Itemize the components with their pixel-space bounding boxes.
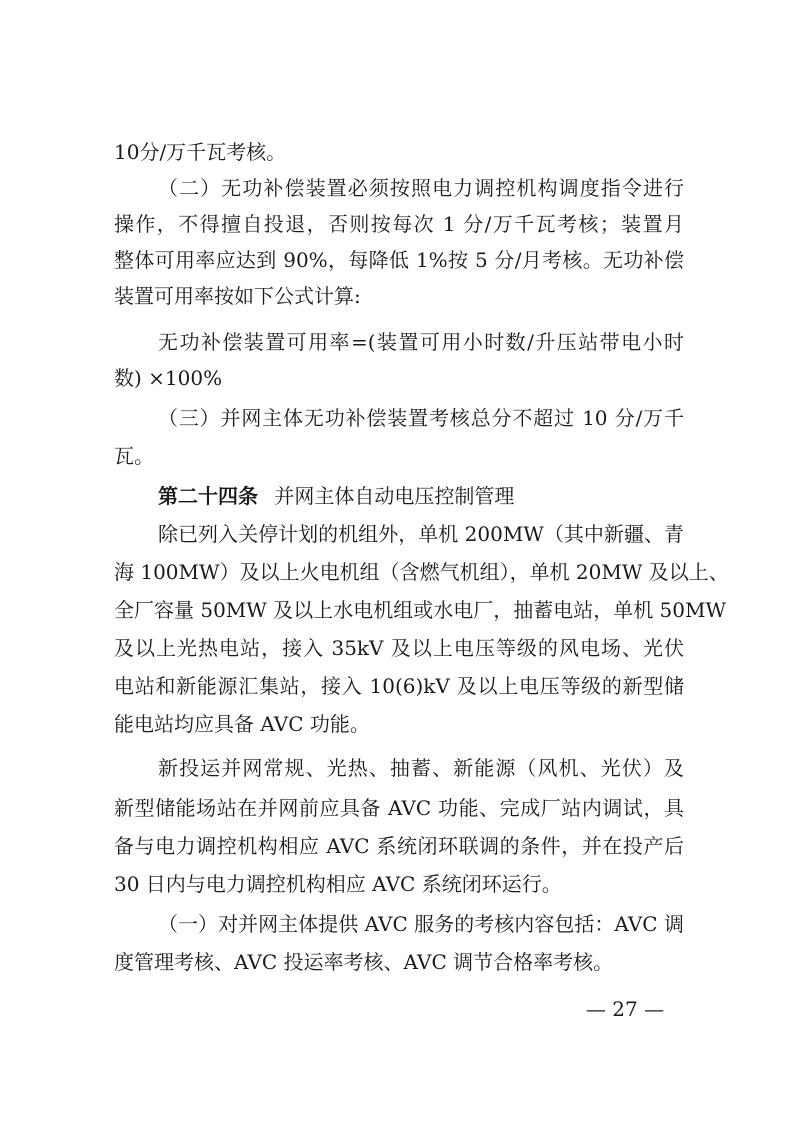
text-line: 瓦。 bbox=[114, 444, 154, 468]
text-line: 全厂容量 50MW 及以上水电机组或水电厂，抽蓄电站，单机 50MW bbox=[114, 598, 727, 622]
text-line: 度管理考核、AVC 投运率考核、AVC 调节合格率考核。 bbox=[114, 950, 614, 974]
text-line: （三）并网主体无功补偿装置考核总分不超过 10 分/万千 bbox=[158, 406, 684, 430]
text-line: 及以上光热电站，接入 35kV 及以上电压等级的风电场、光伏 bbox=[114, 636, 684, 660]
article-title: 并网主体自动电压控制管理 bbox=[274, 484, 515, 508]
text-line: 能电站均应具备 AVC 功能。 bbox=[114, 712, 370, 736]
text-line: 数) ×100% bbox=[114, 366, 223, 390]
article-number: 第二十四条 bbox=[158, 484, 258, 508]
text-line: 电站和新能源汇集站，接入 10(6)kV 及以上电压等级的新型储 bbox=[114, 674, 684, 698]
text-line: 10分/万千瓦考核。 bbox=[114, 140, 287, 164]
text-line: 操作，不得擅自投退，否则按每次 1 分/万千瓦考核；装置月 bbox=[114, 212, 684, 236]
text-line: 海 100MW）及以上火电机组（含燃气机组），单机 20MW 及以上、 bbox=[114, 560, 729, 584]
text-line: 新投运并网常规、光热、抽蓄、新能源（风机、光伏）及 bbox=[158, 756, 684, 780]
text-line: （一）对并网主体提供 AVC 服务的考核内容包括：AVC 调 bbox=[158, 912, 684, 936]
text-line: 无功补偿装置可用率=(装置可用小时数/升压站带电小时 bbox=[158, 330, 684, 354]
text-line: 除已列入关停计划的机组外，单机 200MW（其中新疆、青 bbox=[158, 522, 684, 546]
text-line: 新型储能场站在并网前应具备 AVC 功能、完成厂站内调试，具 bbox=[114, 796, 684, 820]
article-heading-line bbox=[158, 482, 684, 510]
text-line: 装置可用率按如下公式计算: bbox=[114, 284, 361, 308]
text-line: 备与电力调控机构相应 AVC 系统闭环联调的条件，并在投产后 bbox=[114, 834, 684, 858]
text-line: 30 日内与电力调控机构相应 AVC 系统闭环运行。 bbox=[114, 872, 562, 896]
text-line: 整体可用率应达到 90%，每降低 1%按 5 分/月考核。无功补偿 bbox=[114, 248, 684, 272]
text-line: （二）无功补偿装置必须按照电力调控机构调度指令进行 bbox=[158, 176, 684, 200]
page-number: — 27 — bbox=[585, 997, 665, 1021]
